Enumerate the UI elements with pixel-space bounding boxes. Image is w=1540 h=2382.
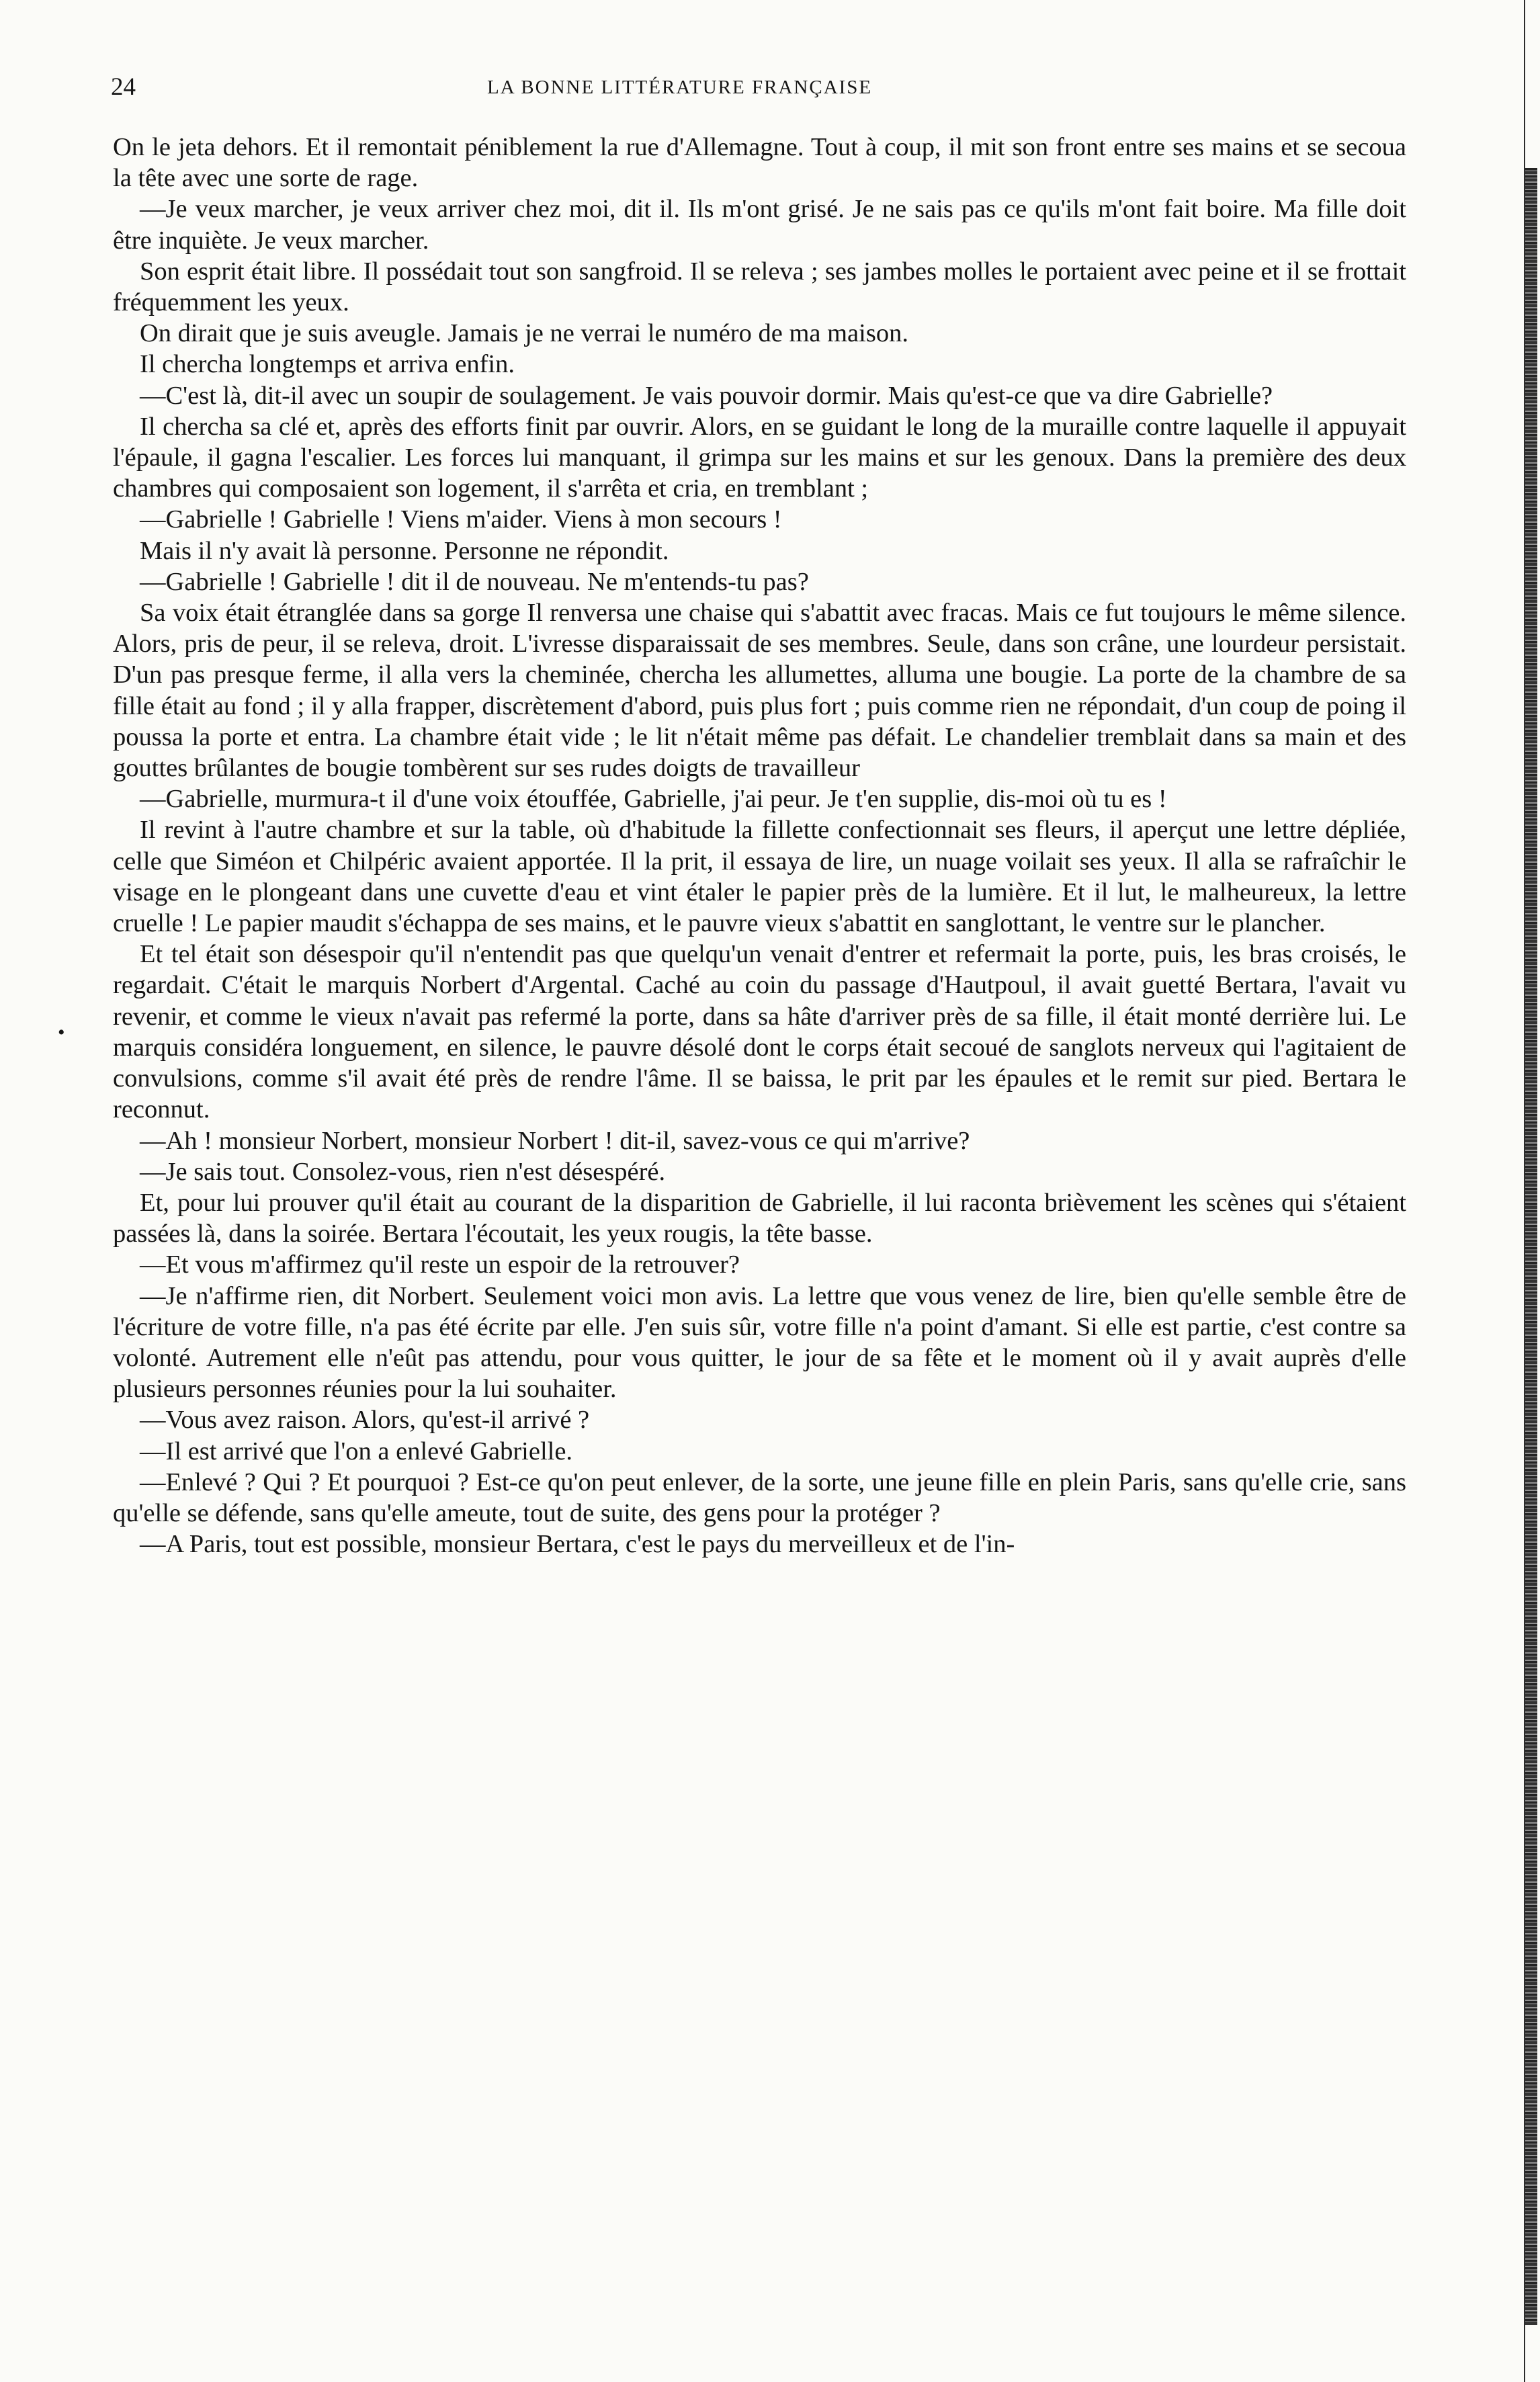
paragraph: —Gabrielle ! Gabrielle ! Viens m'aider. Viens à mon secours !: [140, 505, 782, 534]
paragraph: —Ah ! monsieur Norbert, monsieur Norbert ! dit-il, savez-vous ce qui m'arrive?: [140, 1126, 970, 1155]
paragraph: —C'est là, dit-il avec un soupir de soulagement. Je vais pouvoir dormir. Mais qu'est-ce que va dire Gabrielle?: [140, 381, 1273, 410]
paragraph: On le jeta dehors. Et il remontait péniblement la rue d'Allemagne. Tout à coup, il mit son front entre ses mains et se secoua la tête avec une sorte de rage.: [113, 133, 1406, 193]
paragraph: Et, pour lui prouver qu'il était au courant de la disparition de Gabrielle, il lui raconta brièvement les scènes qui s'étaient passées là, dans la soirée. Bertara l'écoutait, les yeux rougis, la tête basse.: [113, 1188, 1406, 1248]
paragraph: On dirait que je suis aveugle. Jamais je ne verrai le numéro de ma maison.: [140, 319, 908, 348]
page-number: 24: [111, 73, 136, 101]
paragraph: Et tel était son désespoir qu'il n'entendit pas que quelqu'un venait d'entrer et refermait la porte, puis, les bras croisés, le regardait. C'était le marquis Norbert d'Argental. Caché au coin du passage d'Hautpoul, il avait guetté Bertara, l'avait vu revenir, et comme le vieux n'avait pas refermé la porte, dans sa hâte d'arriver près de sa fille, il était monté derrière lui. Le marquis considéra longuement, en silence, le pauvre désolé dont le corps était secoué de sanglots nerveux qui l'agitaient de convulsions, comme s'il avait été près de rendre l'âme. Il se baissa, le prit par les épaules et le remit sur pied. Bertara le reconnut.: [113, 940, 1406, 1124]
paragraph: Sa voix était étranglée dans sa gorge Il renversa une chaise qui s'abattit avec fracas. Mais ce fut toujours le même silence. Alors, pris de peur, il se releva, droit. L'ivresse disparaissait de ses membres. Seule, dans son crâne, une lourdeur persistait. D'un pas presque ferme, il alla vers la cheminée, chercha les allumettes, alluma une bougie. La porte de la chambre de sa fille était au fond ; il y alla frapper, discrètement d'abord, puis plus fort ; puis comme rien ne répondait, d'un coup de poing il poussa la porte et entra. La chambre était vide ; le lit n'était même pas défait. Le chandelier tremblait dans sa main et des gouttes brûlantes de bougie tombèrent sur ses rudes doigts de travailleur: [113, 599, 1406, 783]
paragraph: —Et vous m'affirmez qu'il reste un espoir de la retrouver?: [140, 1250, 740, 1279]
binding-edge: [1500, 0, 1540, 2382]
paragraph: Il chercha sa clé et, après des efforts finit par ouvrir. Alors, en se guidant le long de la muraille contre laquelle il appuyait l'épaule, il gagna l'escalier. Les forces lui manquant, il grimpa sur les mains et sur les genoux. Dans la première des deux chambres qui composaient son logement, il s'arrêta et cria, en tremblant ;: [113, 412, 1406, 503]
paragraph: —Gabrielle, murmura-t il d'une voix étouffée, Gabrielle, j'ai peur. Je t'en supplie, dis-moi où tu es !: [140, 785, 1167, 814]
paragraph: —Enlevé ? Qui ? Et pourquoi ? Est-ce qu'on peut enlever, de la sorte, une jeune fille en plein Paris, sans qu'elle crie, sans qu'elle se défende, sans qu'elle ameute, tout de suite, des gens pour la protéger ?: [113, 1468, 1406, 1527]
paragraph: —Gabrielle ! Gabrielle ! dit il de nouveau. Ne m'entends-tu pas?: [140, 567, 809, 596]
paragraph: Mais il n'y avait là personne. Personne ne répondit.: [140, 536, 669, 565]
paragraph: —Je sais tout. Consolez-vous, rien n'est désespéré.: [140, 1157, 666, 1186]
edge-shadow-band: [1525, 168, 1537, 2325]
paragraph: Il revint à l'autre chambre et sur la table, où d'habitude la fillette confectionnait ses fleurs, il aperçut une lettre dépliée, celle que Siméon et Chilpéric avaient apportée. Il la prit, il essaya de lire, un nuage voilait ses yeux. Il alla se rafraîchir le visage en le plongeant dans une cuvette d'eau et vint étaler le papier près de la lumière. Et il lut, le malheureux, la lettre cruelle ! Le papier maudit s'échappa de ses mains, et le pauvre vieux s'abattit en sanglottant, le ventre sur le plancher.: [113, 816, 1406, 938]
paragraph: —Je n'affirme rien, dit Norbert. Seulement voici mon avis. La lettre que vous venez de lire, bien qu'elle semble être de l'écriture de votre fille, n'a pas été écrite par elle. J'en suis sûr, votre fille n'a point d'amant. Si elle est partie, c'est contre sa volonté. Autrement elle n'eût pas attendu, pour vous quitter, le jour de sa fête et le moment où il y avait auprès d'elle plusieurs personnes réunies pour la lui souhaiter.: [113, 1281, 1406, 1404]
margin-mark: •: [58, 1021, 65, 1044]
paragraph: —Il est arrivé que l'on a enlevé Gabrielle.: [140, 1437, 573, 1465]
paragraph: Il chercha longtemps et arriva enfin.: [140, 350, 515, 379]
paragraph: Son esprit était libre. Il possédait tout son sangfroid. Il se releva ; ses jambes molles le portaient avec peine et il se frottait fréquemment les yeux.: [113, 257, 1406, 317]
paragraph: —Vous avez raison. Alors, qu'est-il arrivé ?: [140, 1406, 590, 1435]
body-text: [113, 132, 1406, 1560]
page-header: [111, 73, 1408, 113]
paragraph: —Je veux marcher, je veux arriver chez moi, dit il. Ils m'ont grisé. Je ne sais pas ce qu'ils m'ont fait boire. Ma fille doit être inquiète. Je veux marcher.: [113, 195, 1406, 255]
running-title: LA BONNE LITTÉRATURE FRANÇAISE: [487, 77, 873, 98]
paragraph: —A Paris, tout est possible, monsieur Bertara, c'est le pays du merveilleux et de l'in-: [140, 1530, 1015, 1559]
